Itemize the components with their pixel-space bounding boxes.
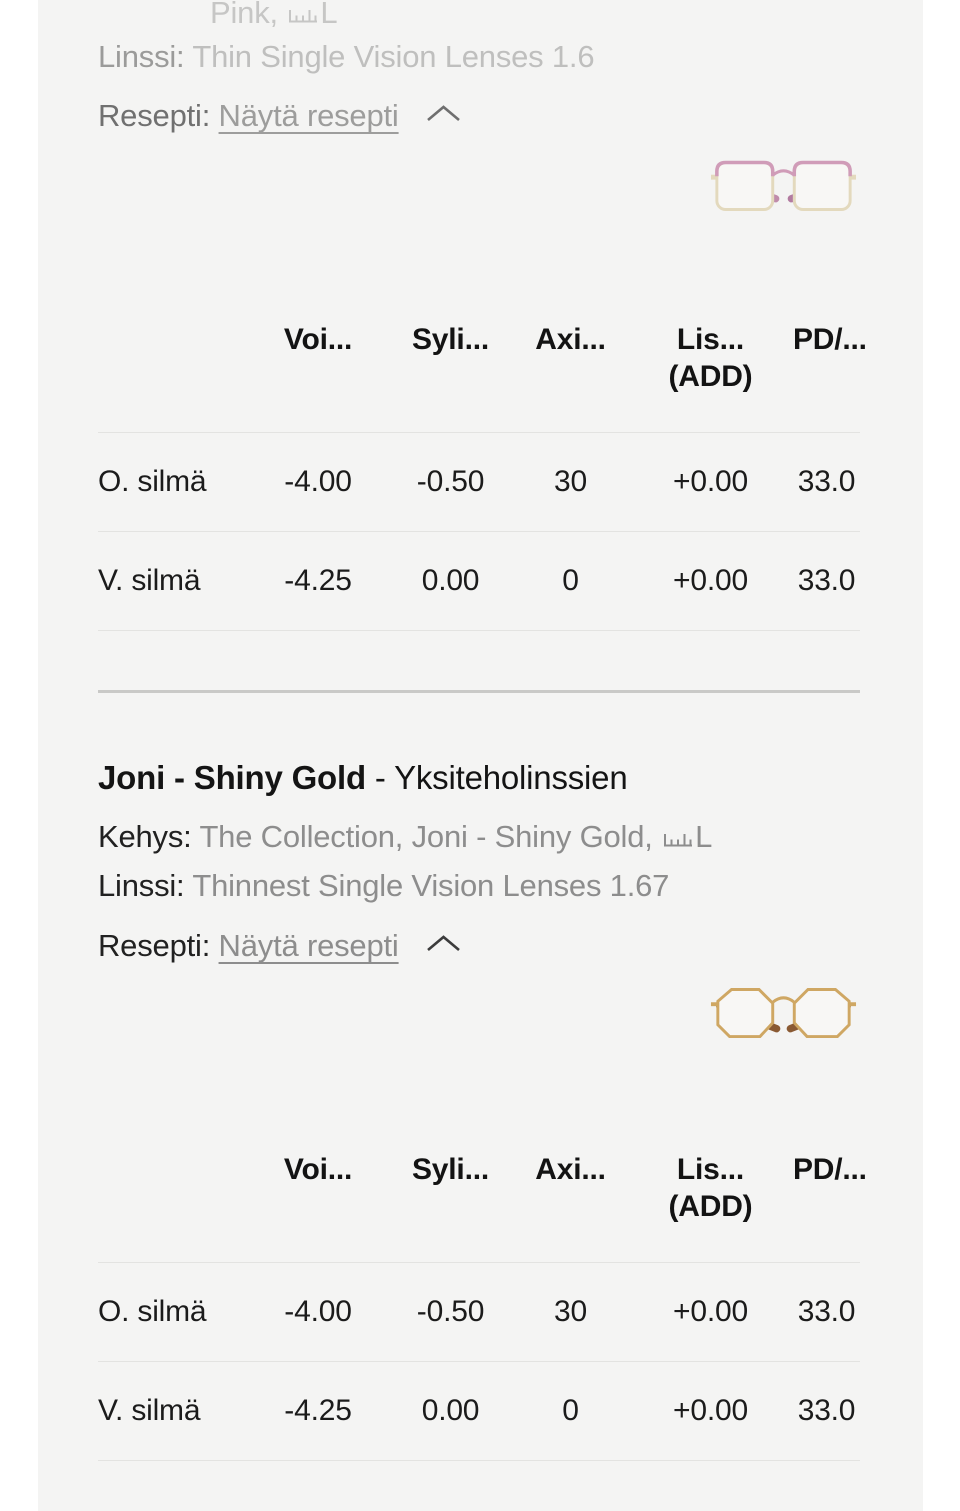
cell-pd: 33.0 bbox=[797, 465, 856, 498]
product-lens-type: - Yksiteholinssien bbox=[365, 759, 628, 796]
resepti-label: Resepti: bbox=[98, 98, 211, 133]
col-header-voimakkuus: Voi... bbox=[283, 323, 353, 356]
cell-axis: 30 bbox=[554, 1295, 587, 1328]
cell-sph: -4.25 bbox=[284, 564, 352, 597]
product-name: Joni - Shiny Gold bbox=[98, 759, 366, 796]
col-subheader-add: (ADD) bbox=[668, 359, 753, 393]
cell-axis: 30 bbox=[554, 465, 587, 498]
cell-axis: 0 bbox=[562, 1394, 579, 1427]
show-prescription-link[interactable]: Näytä resepti bbox=[218, 928, 399, 963]
col-header-voimakkuus: Voi... bbox=[283, 1153, 353, 1186]
section-divider bbox=[98, 690, 860, 693]
col-header-sylinteri: Syli... bbox=[412, 323, 489, 356]
cell-cyl: 0.00 bbox=[421, 1394, 480, 1427]
table-row-left-eye bbox=[98, 531, 860, 630]
table-row-right-eye bbox=[98, 432, 860, 531]
cell-pd: 33.0 bbox=[797, 1295, 856, 1328]
col-header-add: Lis... (ADD) bbox=[628, 322, 793, 395]
linssi-line bbox=[98, 867, 669, 904]
linssi-label: Linssi: bbox=[98, 39, 185, 74]
cell-add: +0.00 bbox=[673, 1394, 748, 1427]
cell-add: +0.00 bbox=[673, 465, 748, 498]
show-prescription-link[interactable]: Näytä resepti bbox=[218, 98, 399, 133]
col-subheader-add: (ADD) bbox=[668, 1189, 753, 1223]
kehys-line bbox=[98, 818, 712, 855]
linssi-value: Thinnest Single Vision Lenses 1.67 bbox=[192, 868, 670, 903]
col-header-axis: Axi... bbox=[535, 323, 606, 356]
cell-cyl: 0.00 bbox=[421, 564, 480, 597]
glasses-image-square-pink bbox=[710, 155, 857, 222]
row-label: V. silmä bbox=[98, 564, 201, 597]
cell-pd: 33.0 bbox=[797, 1394, 856, 1427]
ruler-icon bbox=[288, 0, 318, 31]
resepti-line bbox=[98, 95, 462, 134]
product-title bbox=[98, 758, 628, 798]
prescription-table bbox=[98, 1152, 867, 1461]
row-label: O. silmä bbox=[98, 465, 207, 498]
resepti-line bbox=[98, 925, 462, 964]
frame-size: L bbox=[695, 819, 713, 854]
prescription-table bbox=[98, 322, 867, 631]
frame-size: L bbox=[320, 0, 338, 30]
col-header-axis: Axi... bbox=[535, 1153, 606, 1186]
table-row-right-eye bbox=[98, 1262, 860, 1361]
linssi-value: Thin Single Vision Lenses 1.6 bbox=[192, 39, 595, 74]
cell-sph: -4.00 bbox=[284, 465, 352, 498]
cell-cyl: -0.50 bbox=[416, 1295, 485, 1328]
cell-axis: 0 bbox=[562, 564, 579, 597]
kehys-value-wrapped bbox=[210, 0, 337, 31]
col-header-pd: PD/... bbox=[793, 1153, 867, 1186]
prescription-table-header bbox=[98, 322, 867, 432]
cell-sph: -4.00 bbox=[284, 1295, 352, 1328]
ruler-icon bbox=[663, 818, 693, 855]
linssi-label: Linssi: bbox=[98, 868, 185, 903]
row-label: O. silmä bbox=[98, 1295, 207, 1328]
order-items-panel bbox=[38, 0, 923, 1511]
frame-color-text: Pink, bbox=[210, 0, 278, 30]
resepti-label: Resepti: bbox=[98, 928, 211, 963]
prescription-table-header bbox=[98, 1152, 867, 1262]
glasses-image-hex-gold bbox=[710, 983, 857, 1050]
cell-cyl: -0.50 bbox=[416, 465, 485, 498]
cell-sph: -4.25 bbox=[284, 1394, 352, 1427]
cell-pd: 33.0 bbox=[797, 564, 856, 597]
kehys-value: The Collection, Joni - Shiny Gold, bbox=[199, 819, 653, 854]
kehys-label: Kehys: bbox=[98, 819, 192, 854]
chevron-up-icon[interactable] bbox=[425, 925, 462, 962]
linssi-line bbox=[98, 38, 594, 75]
col-header-add: Lis... (ADD) bbox=[628, 1152, 793, 1225]
row-label: V. silmä bbox=[98, 1394, 201, 1427]
cell-add: +0.00 bbox=[673, 564, 748, 597]
col-header-pd: PD/... bbox=[793, 323, 867, 356]
table-row-left-eye bbox=[98, 1361, 860, 1460]
col-header-sylinteri: Syli... bbox=[412, 1153, 489, 1186]
chevron-up-icon[interactable] bbox=[425, 95, 462, 132]
cell-add: +0.00 bbox=[673, 1295, 748, 1328]
